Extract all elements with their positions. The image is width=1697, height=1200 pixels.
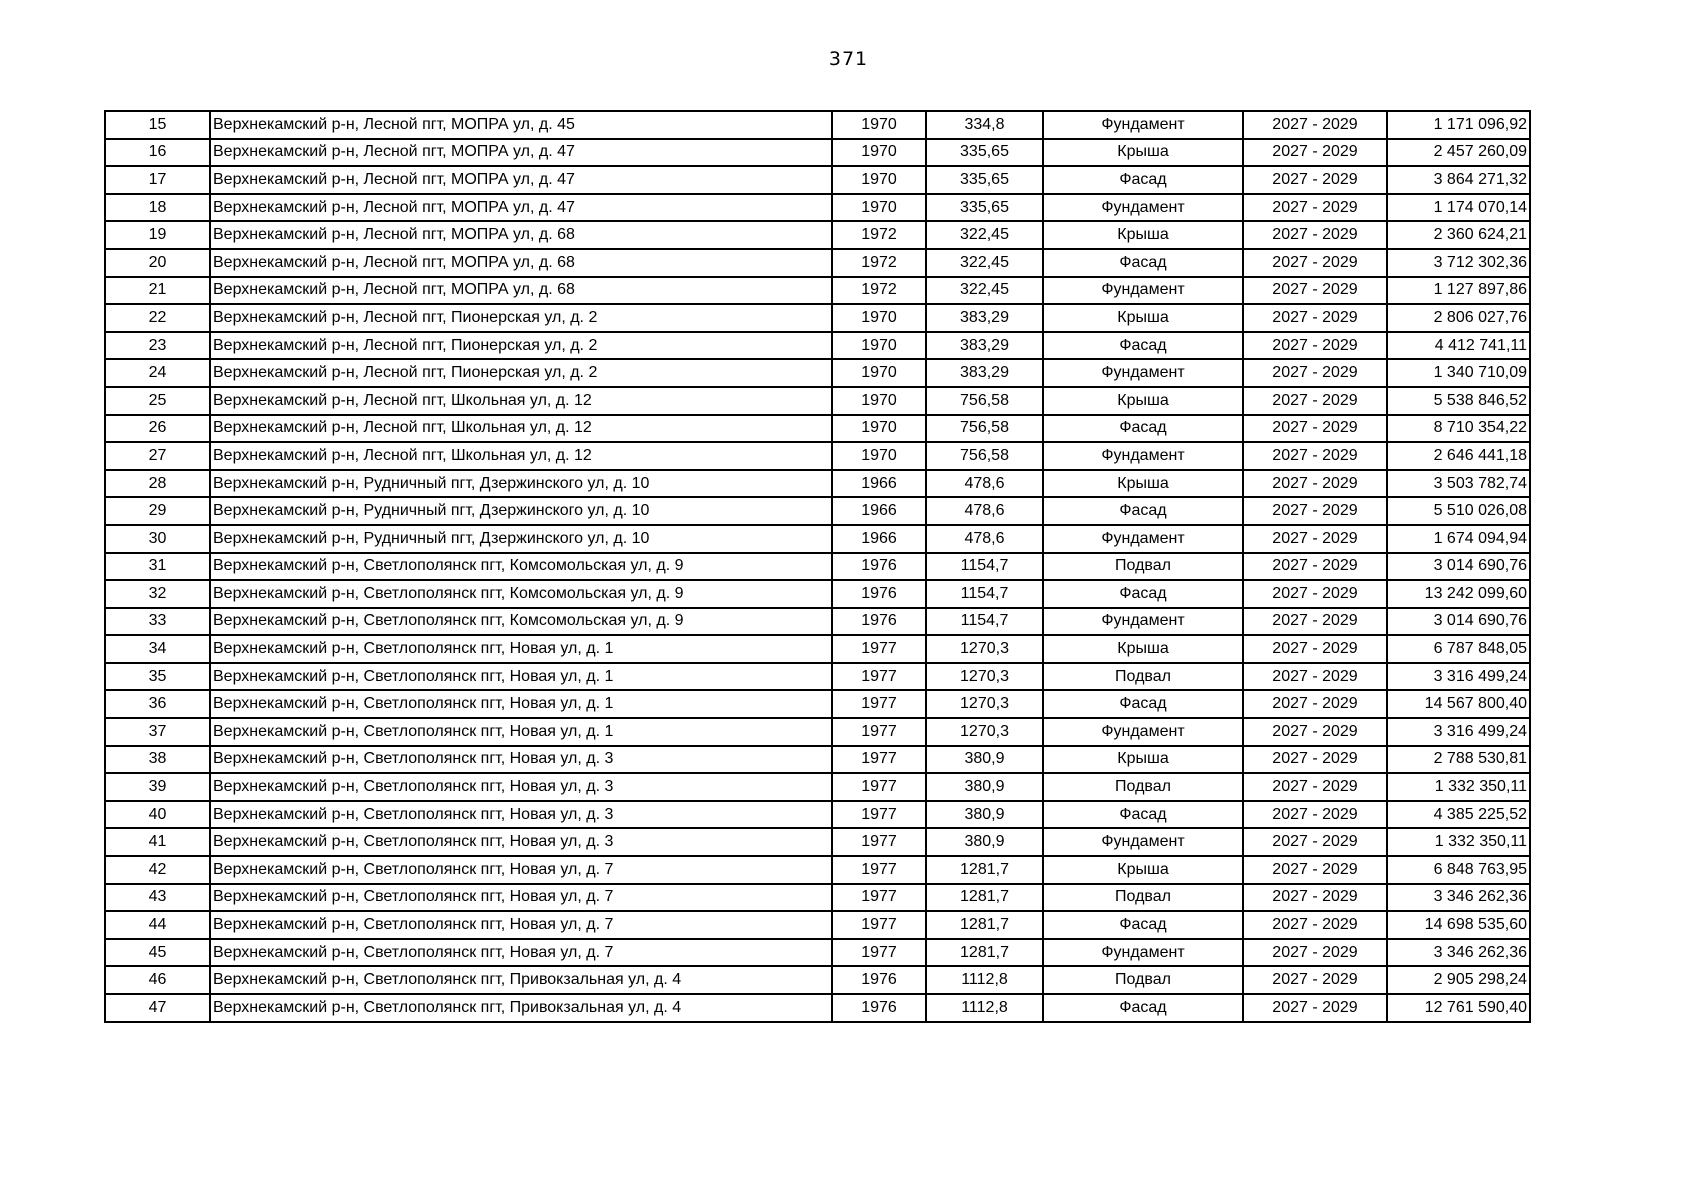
period-cell: 2027 - 2029 bbox=[1243, 387, 1387, 415]
table-row bbox=[105, 690, 1530, 718]
work-type-cell: Фасад bbox=[1043, 994, 1243, 1022]
period-cell: 2027 - 2029 bbox=[1243, 663, 1387, 691]
period-cell: 2027 - 2029 bbox=[1243, 166, 1387, 194]
cost-cell: 1 332 350,11 bbox=[1387, 773, 1530, 801]
work-type-cell: Фундамент bbox=[1043, 718, 1243, 746]
period-cell: 2027 - 2029 bbox=[1243, 470, 1387, 498]
build-year-cell: 1970 bbox=[832, 387, 926, 415]
cost-cell: 14 698 535,60 bbox=[1387, 911, 1530, 939]
row-number-cell: 17 bbox=[105, 166, 210, 194]
table-row bbox=[105, 139, 1530, 167]
cost-cell: 3 864 271,32 bbox=[1387, 166, 1530, 194]
cost-cell: 3 346 262,36 bbox=[1387, 884, 1530, 912]
cost-cell: 14 567 800,40 bbox=[1387, 690, 1530, 718]
area-cell: 383,29 bbox=[926, 359, 1043, 387]
build-year-cell: 1977 bbox=[832, 911, 926, 939]
area-cell: 1270,3 bbox=[926, 663, 1043, 691]
period-cell: 2027 - 2029 bbox=[1243, 718, 1387, 746]
period-cell: 2027 - 2029 bbox=[1243, 773, 1387, 801]
cost-cell: 1 332 350,11 bbox=[1387, 828, 1530, 856]
table-row bbox=[105, 166, 1530, 194]
address-cell: Верхнекамский р-н, Светлополянск пгт, Новая ул, д. 3 bbox=[210, 801, 832, 829]
address-cell: Верхнекамский р-н, Лесной пгт, Школьная ул, д. 12 bbox=[210, 415, 832, 443]
address-cell: Верхнекамский р-н, Лесной пгт, МОПРА ул, д. 68 bbox=[210, 249, 832, 277]
row-number-cell: 22 bbox=[105, 304, 210, 332]
build-year-cell: 1976 bbox=[832, 608, 926, 636]
address-cell: Верхнекамский р-н, Лесной пгт, МОПРА ул, д. 47 bbox=[210, 166, 832, 194]
address-cell: Верхнекамский р-н, Светлополянск пгт, Новая ул, д. 1 bbox=[210, 663, 832, 691]
cost-cell: 6 848 763,95 bbox=[1387, 856, 1530, 884]
table-row bbox=[105, 884, 1530, 912]
work-type-cell: Фасад bbox=[1043, 580, 1243, 608]
cost-cell: 3 316 499,24 bbox=[1387, 718, 1530, 746]
cost-cell: 3 712 302,36 bbox=[1387, 249, 1530, 277]
work-type-cell: Фасад bbox=[1043, 690, 1243, 718]
period-cell: 2027 - 2029 bbox=[1243, 911, 1387, 939]
work-type-cell: Подвал bbox=[1043, 966, 1243, 994]
row-number-cell: 15 bbox=[105, 111, 210, 139]
address-cell: Верхнекамский р-н, Лесной пгт, МОПРА ул, д. 68 bbox=[210, 277, 832, 305]
cost-cell: 1 127 897,86 bbox=[1387, 277, 1530, 305]
work-type-cell: Подвал bbox=[1043, 884, 1243, 912]
build-year-cell: 1976 bbox=[832, 580, 926, 608]
work-type-cell: Подвал bbox=[1043, 553, 1243, 581]
address-cell: Верхнекамский р-н, Светлополянск пгт, Новая ул, д. 1 bbox=[210, 635, 832, 663]
row-number-cell: 39 bbox=[105, 773, 210, 801]
row-number-cell: 45 bbox=[105, 939, 210, 967]
build-year-cell: 1966 bbox=[832, 525, 926, 553]
table-row bbox=[105, 221, 1530, 249]
row-number-cell: 34 bbox=[105, 635, 210, 663]
period-cell: 2027 - 2029 bbox=[1243, 994, 1387, 1022]
work-type-cell: Фундамент bbox=[1043, 442, 1243, 470]
build-year-cell: 1970 bbox=[832, 415, 926, 443]
address-cell: Верхнекамский р-н, Светлополянск пгт, Новая ул, д. 1 bbox=[210, 690, 832, 718]
build-year-cell: 1977 bbox=[832, 690, 926, 718]
address-cell: Верхнекамский р-н, Рудничный пгт, Дзержинского ул, д. 10 bbox=[210, 470, 832, 498]
build-year-cell: 1977 bbox=[832, 801, 926, 829]
table-row bbox=[105, 994, 1530, 1022]
work-type-cell: Фасад bbox=[1043, 415, 1243, 443]
work-type-cell: Фасад bbox=[1043, 911, 1243, 939]
row-number-cell: 43 bbox=[105, 884, 210, 912]
cost-cell: 8 710 354,22 bbox=[1387, 415, 1530, 443]
work-type-cell: Фундамент bbox=[1043, 525, 1243, 553]
work-type-cell: Фундамент bbox=[1043, 828, 1243, 856]
period-cell: 2027 - 2029 bbox=[1243, 746, 1387, 774]
cost-cell: 2 806 027,76 bbox=[1387, 304, 1530, 332]
area-cell: 478,6 bbox=[926, 525, 1043, 553]
table-row bbox=[105, 111, 1530, 139]
table-row bbox=[105, 773, 1530, 801]
period-cell: 2027 - 2029 bbox=[1243, 194, 1387, 222]
table-row bbox=[105, 249, 1530, 277]
period-cell: 2027 - 2029 bbox=[1243, 304, 1387, 332]
row-number-cell: 33 bbox=[105, 608, 210, 636]
period-cell: 2027 - 2029 bbox=[1243, 608, 1387, 636]
period-cell: 2027 - 2029 bbox=[1243, 966, 1387, 994]
address-cell: Верхнекамский р-н, Светлополянск пгт, Новая ул, д. 3 bbox=[210, 828, 832, 856]
build-year-cell: 1977 bbox=[832, 635, 926, 663]
build-year-cell: 1970 bbox=[832, 166, 926, 194]
work-type-cell: Фундамент bbox=[1043, 608, 1243, 636]
address-cell: Верхнекамский р-н, Лесной пгт, Пионерская ул, д. 2 bbox=[210, 332, 832, 360]
address-cell: Верхнекамский р-н, Светлополянск пгт, Комсомольская ул, д. 9 bbox=[210, 580, 832, 608]
table-row bbox=[105, 553, 1530, 581]
work-type-cell: Фундамент bbox=[1043, 939, 1243, 967]
row-number-cell: 27 bbox=[105, 442, 210, 470]
address-cell: Верхнекамский р-н, Светлополянск пгт, Новая ул, д. 7 bbox=[210, 939, 832, 967]
period-cell: 2027 - 2029 bbox=[1243, 635, 1387, 663]
build-year-cell: 1976 bbox=[832, 994, 926, 1022]
row-number-cell: 23 bbox=[105, 332, 210, 360]
page-number: 371 bbox=[828, 48, 869, 70]
cost-cell: 1 171 096,92 bbox=[1387, 111, 1530, 139]
work-type-cell: Подвал bbox=[1043, 773, 1243, 801]
table-row bbox=[105, 746, 1530, 774]
area-cell: 380,9 bbox=[926, 801, 1043, 829]
build-year-cell: 1970 bbox=[832, 194, 926, 222]
row-number-cell: 31 bbox=[105, 553, 210, 581]
area-cell: 1154,7 bbox=[926, 580, 1043, 608]
build-year-cell: 1972 bbox=[832, 249, 926, 277]
row-number-cell: 29 bbox=[105, 497, 210, 525]
row-number-cell: 36 bbox=[105, 690, 210, 718]
cost-cell: 1 340 710,09 bbox=[1387, 359, 1530, 387]
work-type-cell: Фундамент bbox=[1043, 111, 1243, 139]
row-number-cell: 46 bbox=[105, 966, 210, 994]
cost-cell: 4 412 741,11 bbox=[1387, 332, 1530, 360]
cost-cell: 13 242 099,60 bbox=[1387, 580, 1530, 608]
table-row bbox=[105, 663, 1530, 691]
cost-cell: 3 346 262,36 bbox=[1387, 939, 1530, 967]
row-number-cell: 18 bbox=[105, 194, 210, 222]
period-cell: 2027 - 2029 bbox=[1243, 939, 1387, 967]
period-cell: 2027 - 2029 bbox=[1243, 221, 1387, 249]
area-cell: 1112,8 bbox=[926, 994, 1043, 1022]
table-row bbox=[105, 277, 1530, 305]
work-type-cell: Крыша bbox=[1043, 470, 1243, 498]
address-cell: Верхнекамский р-н, Светлополянск пгт, Новая ул, д. 7 bbox=[210, 884, 832, 912]
area-cell: 322,45 bbox=[926, 249, 1043, 277]
build-year-cell: 1977 bbox=[832, 828, 926, 856]
build-year-cell: 1976 bbox=[832, 966, 926, 994]
table-row bbox=[105, 580, 1530, 608]
table-row bbox=[105, 387, 1530, 415]
period-cell: 2027 - 2029 bbox=[1243, 884, 1387, 912]
period-cell: 2027 - 2029 bbox=[1243, 442, 1387, 470]
build-year-cell: 1972 bbox=[832, 221, 926, 249]
build-year-cell: 1966 bbox=[832, 497, 926, 525]
row-number-cell: 28 bbox=[105, 470, 210, 498]
period-cell: 2027 - 2029 bbox=[1243, 580, 1387, 608]
address-cell: Верхнекамский р-н, Светлополянск пгт, Новая ул, д. 1 bbox=[210, 718, 832, 746]
row-number-cell: 20 bbox=[105, 249, 210, 277]
row-number-cell: 42 bbox=[105, 856, 210, 884]
row-number-cell: 38 bbox=[105, 746, 210, 774]
row-number-cell: 16 bbox=[105, 139, 210, 167]
row-number-cell: 21 bbox=[105, 277, 210, 305]
work-type-cell: Крыша bbox=[1043, 139, 1243, 167]
address-cell: Верхнекамский р-н, Светлополянск пгт, Комсомольская ул, д. 9 bbox=[210, 608, 832, 636]
table-row bbox=[105, 442, 1530, 470]
table-row bbox=[105, 828, 1530, 856]
area-cell: 383,29 bbox=[926, 304, 1043, 332]
table-row bbox=[105, 801, 1530, 829]
period-cell: 2027 - 2029 bbox=[1243, 277, 1387, 305]
work-type-cell: Крыша bbox=[1043, 221, 1243, 249]
cost-cell: 5 538 846,52 bbox=[1387, 387, 1530, 415]
work-type-cell: Фасад bbox=[1043, 332, 1243, 360]
area-cell: 1270,3 bbox=[926, 690, 1043, 718]
build-year-cell: 1966 bbox=[832, 470, 926, 498]
area-cell: 1281,7 bbox=[926, 856, 1043, 884]
table-row bbox=[105, 635, 1530, 663]
period-cell: 2027 - 2029 bbox=[1243, 801, 1387, 829]
address-cell: Верхнекамский р-н, Светлополянск пгт, Комсомольская ул, д. 9 bbox=[210, 553, 832, 581]
area-cell: 1112,8 bbox=[926, 966, 1043, 994]
address-cell: Верхнекамский р-н, Лесной пгт, Школьная ул, д. 12 bbox=[210, 442, 832, 470]
period-cell: 2027 - 2029 bbox=[1243, 139, 1387, 167]
period-cell: 2027 - 2029 bbox=[1243, 249, 1387, 277]
work-type-cell: Фундамент bbox=[1043, 277, 1243, 305]
period-cell: 2027 - 2029 bbox=[1243, 525, 1387, 553]
cost-cell: 12 761 590,40 bbox=[1387, 994, 1530, 1022]
cost-cell: 1 674 094,94 bbox=[1387, 525, 1530, 553]
address-cell: Верхнекамский р-н, Лесной пгт, МОПРА ул, д. 47 bbox=[210, 194, 832, 222]
build-year-cell: 1977 bbox=[832, 939, 926, 967]
address-cell: Верхнекамский р-н, Светлополянск пгт, Новая ул, д. 3 bbox=[210, 746, 832, 774]
address-cell: Верхнекамский р-н, Лесной пгт, Школьная ул, д. 12 bbox=[210, 387, 832, 415]
work-type-cell: Фундамент bbox=[1043, 194, 1243, 222]
period-cell: 2027 - 2029 bbox=[1243, 828, 1387, 856]
work-type-cell: Фасад bbox=[1043, 801, 1243, 829]
build-year-cell: 1976 bbox=[832, 553, 926, 581]
cost-cell: 3 014 690,76 bbox=[1387, 608, 1530, 636]
period-cell: 2027 - 2029 bbox=[1243, 111, 1387, 139]
work-type-cell: Крыша bbox=[1043, 856, 1243, 884]
cost-cell: 3 316 499,24 bbox=[1387, 663, 1530, 691]
table-row bbox=[105, 608, 1530, 636]
table-row bbox=[105, 194, 1530, 222]
build-year-cell: 1977 bbox=[832, 718, 926, 746]
area-cell: 322,45 bbox=[926, 277, 1043, 305]
area-cell: 1154,7 bbox=[926, 608, 1043, 636]
build-year-cell: 1972 bbox=[832, 277, 926, 305]
row-number-cell: 40 bbox=[105, 801, 210, 829]
work-type-cell: Фасад bbox=[1043, 497, 1243, 525]
cost-cell: 2 905 298,24 bbox=[1387, 966, 1530, 994]
cost-cell: 1 174 070,14 bbox=[1387, 194, 1530, 222]
row-number-cell: 32 bbox=[105, 580, 210, 608]
cost-cell: 2 457 260,09 bbox=[1387, 139, 1530, 167]
cost-cell: 6 787 848,05 bbox=[1387, 635, 1530, 663]
work-type-cell: Фундамент bbox=[1043, 359, 1243, 387]
cost-cell: 5 510 026,08 bbox=[1387, 497, 1530, 525]
area-cell: 1270,3 bbox=[926, 718, 1043, 746]
area-cell: 1270,3 bbox=[926, 635, 1043, 663]
build-year-cell: 1977 bbox=[832, 746, 926, 774]
period-cell: 2027 - 2029 bbox=[1243, 359, 1387, 387]
period-cell: 2027 - 2029 bbox=[1243, 415, 1387, 443]
address-cell: Верхнекамский р-н, Светлополянск пгт, Новая ул, д. 7 bbox=[210, 911, 832, 939]
cost-cell: 2 788 530,81 bbox=[1387, 746, 1530, 774]
build-year-cell: 1977 bbox=[832, 663, 926, 691]
area-cell: 1154,7 bbox=[926, 553, 1043, 581]
address-cell: Верхнекамский р-н, Светлополянск пгт, Привокзальная ул, д. 4 bbox=[210, 994, 832, 1022]
period-cell: 2027 - 2029 bbox=[1243, 497, 1387, 525]
work-type-cell: Крыша bbox=[1043, 746, 1243, 774]
cost-cell: 3 503 782,74 bbox=[1387, 470, 1530, 498]
table-row bbox=[105, 470, 1530, 498]
repair-schedule-table bbox=[104, 110, 1531, 1023]
row-number-cell: 24 bbox=[105, 359, 210, 387]
table-row bbox=[105, 911, 1530, 939]
build-year-cell: 1970 bbox=[832, 139, 926, 167]
row-number-cell: 26 bbox=[105, 415, 210, 443]
table-row bbox=[105, 939, 1530, 967]
row-number-cell: 35 bbox=[105, 663, 210, 691]
build-year-cell: 1977 bbox=[832, 856, 926, 884]
area-cell: 1281,7 bbox=[926, 939, 1043, 967]
table-row bbox=[105, 856, 1530, 884]
area-cell: 1281,7 bbox=[926, 911, 1043, 939]
table-row bbox=[105, 497, 1530, 525]
cost-cell: 2 646 441,18 bbox=[1387, 442, 1530, 470]
area-cell: 383,29 bbox=[926, 332, 1043, 360]
period-cell: 2027 - 2029 bbox=[1243, 553, 1387, 581]
address-cell: Верхнекамский р-н, Лесной пгт, МОПРА ул, д. 45 bbox=[210, 111, 832, 139]
area-cell: 380,9 bbox=[926, 773, 1043, 801]
build-year-cell: 1970 bbox=[832, 359, 926, 387]
area-cell: 478,6 bbox=[926, 497, 1043, 525]
row-number-cell: 37 bbox=[105, 718, 210, 746]
work-type-cell: Фасад bbox=[1043, 249, 1243, 277]
area-cell: 756,58 bbox=[926, 442, 1043, 470]
period-cell: 2027 - 2029 bbox=[1243, 690, 1387, 718]
table-body bbox=[105, 111, 1530, 1022]
address-cell: Верхнекамский р-н, Светлополянск пгт, Привокзальная ул, д. 4 bbox=[210, 966, 832, 994]
area-cell: 335,65 bbox=[926, 166, 1043, 194]
address-cell: Верхнекамский р-н, Светлополянск пгт, Новая ул, д. 3 bbox=[210, 773, 832, 801]
area-cell: 335,65 bbox=[926, 139, 1043, 167]
cost-cell: 2 360 624,21 bbox=[1387, 221, 1530, 249]
area-cell: 380,9 bbox=[926, 828, 1043, 856]
address-cell: Верхнекамский р-н, Лесной пгт, МОПРА ул, д. 47 bbox=[210, 139, 832, 167]
cost-cell: 4 385 225,52 bbox=[1387, 801, 1530, 829]
row-number-cell: 25 bbox=[105, 387, 210, 415]
table-row bbox=[105, 966, 1530, 994]
work-type-cell: Крыша bbox=[1043, 635, 1243, 663]
table-row bbox=[105, 525, 1530, 553]
area-cell: 380,9 bbox=[926, 746, 1043, 774]
address-cell: Верхнекамский р-н, Лесной пгт, Пионерская ул, д. 2 bbox=[210, 304, 832, 332]
table-row bbox=[105, 304, 1530, 332]
row-number-cell: 41 bbox=[105, 828, 210, 856]
build-year-cell: 1977 bbox=[832, 773, 926, 801]
build-year-cell: 1970 bbox=[832, 111, 926, 139]
build-year-cell: 1970 bbox=[832, 332, 926, 360]
table-row bbox=[105, 415, 1530, 443]
area-cell: 1281,7 bbox=[926, 884, 1043, 912]
address-cell: Верхнекамский р-н, Лесной пгт, МОПРА ул, д. 68 bbox=[210, 221, 832, 249]
address-cell: Верхнекамский р-н, Лесной пгт, Пионерская ул, д. 2 bbox=[210, 359, 832, 387]
area-cell: 335,65 bbox=[926, 194, 1043, 222]
build-year-cell: 1970 bbox=[832, 442, 926, 470]
address-cell: Верхнекамский р-н, Светлополянск пгт, Новая ул, д. 7 bbox=[210, 856, 832, 884]
row-number-cell: 44 bbox=[105, 911, 210, 939]
table-row bbox=[105, 359, 1530, 387]
row-number-cell: 30 bbox=[105, 525, 210, 553]
build-year-cell: 1970 bbox=[832, 304, 926, 332]
address-cell: Верхнекамский р-н, Рудничный пгт, Дзержинского ул, д. 10 bbox=[210, 525, 832, 553]
cost-cell: 3 014 690,76 bbox=[1387, 553, 1530, 581]
work-type-cell: Подвал bbox=[1043, 663, 1243, 691]
area-cell: 756,58 bbox=[926, 387, 1043, 415]
period-cell: 2027 - 2029 bbox=[1243, 332, 1387, 360]
address-cell: Верхнекамский р-н, Рудничный пгт, Дзержинского ул, д. 10 bbox=[210, 497, 832, 525]
table-row bbox=[105, 718, 1530, 746]
area-cell: 756,58 bbox=[926, 415, 1043, 443]
period-cell: 2027 - 2029 bbox=[1243, 856, 1387, 884]
work-type-cell: Крыша bbox=[1043, 387, 1243, 415]
build-year-cell: 1977 bbox=[832, 884, 926, 912]
work-type-cell: Крыша bbox=[1043, 304, 1243, 332]
row-number-cell: 47 bbox=[105, 994, 210, 1022]
area-cell: 322,45 bbox=[926, 221, 1043, 249]
work-type-cell: Фасад bbox=[1043, 166, 1243, 194]
row-number-cell: 19 bbox=[105, 221, 210, 249]
area-cell: 478,6 bbox=[926, 470, 1043, 498]
table-row bbox=[105, 332, 1530, 360]
area-cell: 334,8 bbox=[926, 111, 1043, 139]
